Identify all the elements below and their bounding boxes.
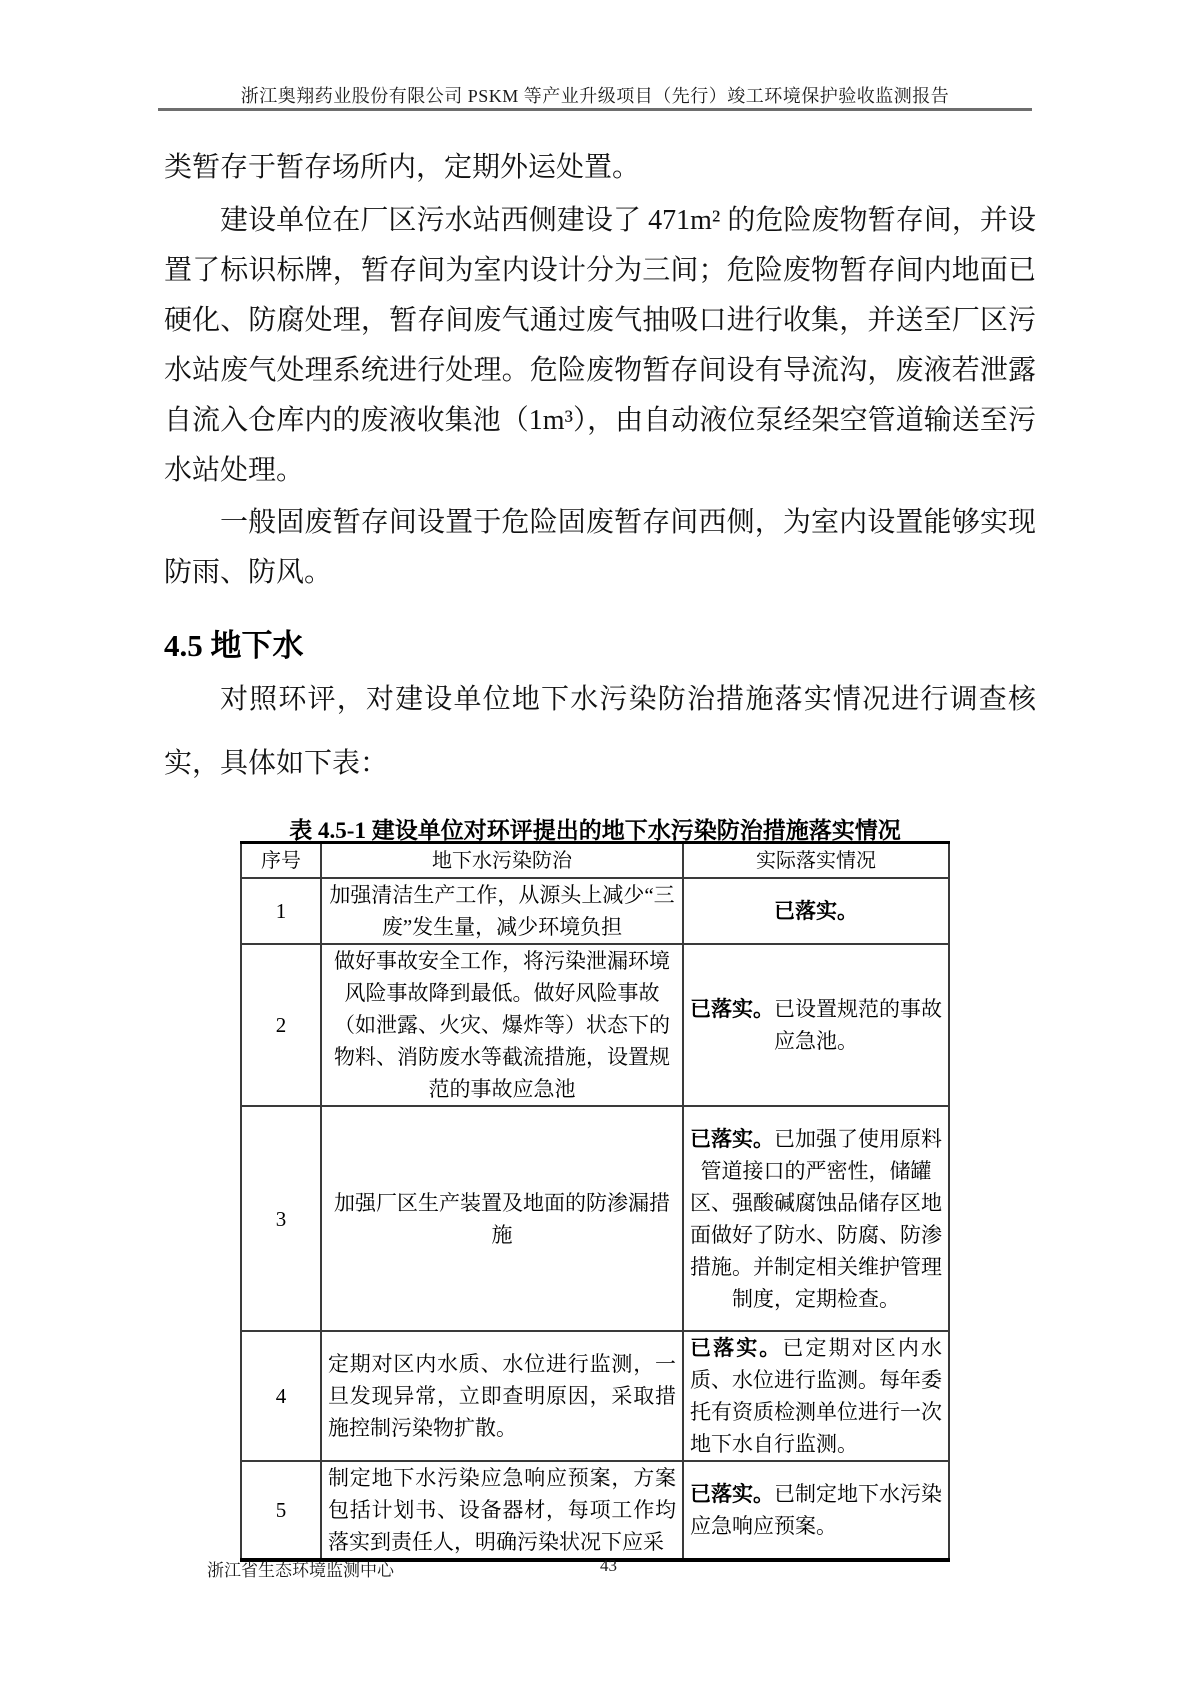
status-cell — [683, 944, 949, 1106]
footer-organization: 浙江省生态环境监测中心 — [207, 1561, 394, 1580]
table-header-measure: 地下水污染防治 — [321, 843, 683, 879]
measure-cell: 制定地下水污染应急响应预案，方案包括计划书、设备器材，每项工作均落实到责任人，明确污染状况下应采 — [321, 1461, 683, 1560]
header-rule — [158, 108, 1032, 111]
paragraph-table-intro: 对照环评，对建设单位地下水污染防治措施落实情况进行调查核实，具体如下表： — [164, 684, 1036, 779]
table-row — [241, 944, 949, 1106]
status-rest-text: 已加强了使用原料管道接口的严密性，储罐区、强酸碱腐蚀品储存区地面做好了防水、防腐、防渗措施。并制定相关维护管理制度，定期检查。 — [690, 1126, 942, 1311]
row-number-cell: 2 — [241, 944, 321, 1106]
table-row — [241, 1461, 949, 1560]
row-number-cell: 5 — [241, 1461, 321, 1560]
status-cell — [683, 878, 949, 944]
table-row — [241, 878, 949, 944]
section-heading-groundwater: 4.5 地下水 — [164, 628, 304, 663]
table-header-no: 序号 — [241, 843, 321, 879]
table-header-status: 实际落实情况 — [683, 843, 949, 879]
paragraph-general-waste: 一般固废暂存间设置于危险固废暂存间西侧，为室内设置能够实现防雨、防风。 — [164, 507, 1036, 588]
status-bold-text: 已落实。 — [690, 997, 774, 1021]
measure-cell: 定期对区内水质、水位进行监测，一旦发现异常，立即查明原因，采取措施控制污染物扩散。 — [321, 1331, 683, 1461]
table-row — [241, 1331, 949, 1461]
row-number-cell: 4 — [241, 1331, 321, 1461]
paragraph-hazardous-waste: 建设单位在厂区污水站西侧建设了 471m² 的危险废物暂存间，并设置了标识标牌，暂存间为室内设计分为三间；危险废物暂存间内地面已硬化、防腐处理，暂存间废气通过废气抽吸口进行收集，并送至厂区污水站废气处理系统进行处理。危险废物暂存间设有导流沟，废液若泄露自流入仓库内的废液收集池（1m³），由自动液位泵经架空管道输送至污水站处理。 — [164, 205, 1036, 486]
table-title: 表 4.5-1 建设单位对环评提出的地下水污染防治措施落实情况 — [289, 818, 901, 843]
status-rest-text: 已制定地下水污染应急响应预案。 — [690, 1482, 942, 1538]
table-row — [241, 1106, 949, 1331]
status-bold-text: 已落实。 — [774, 899, 858, 923]
paragraph-continuation: 类暂存于暂存场所内，定期外运处置。 — [164, 152, 641, 183]
status-cell — [683, 1461, 949, 1560]
status-bold-text: 已落实。 — [690, 1126, 774, 1151]
status-rest-text: 已设置规范的事故应急池。 — [774, 997, 942, 1053]
row-number-cell: 3 — [241, 1106, 321, 1331]
groundwater-measures-table — [240, 841, 950, 1562]
page-number: 43 — [600, 1556, 617, 1575]
status-bold-text: 已落实。 — [690, 1336, 783, 1360]
page-header-title: 浙江奥翔药业股份有限公司 PSKM 等产业升级项目（先行）竣工环境保护验收监测报告 — [240, 86, 950, 106]
measure-cell: 加强清洁生产工作，从源头上减少“三废”发生量，减少环境负担 — [321, 878, 683, 944]
measure-cell: 做好事故安全工作，将污染泄漏环境风险事故降到最低。做好风险事故（如泄露、火灾、爆炸等）状态下的物料、消防废水等截流措施，设置规范的事故应急池 — [321, 944, 683, 1106]
row-number-cell: 1 — [241, 878, 321, 944]
status-rest-text: 已定期对区内水质、水位进行监测。每年委托有资质检测单位进行一次地下水自行监测。 — [690, 1336, 943, 1456]
status-bold-text: 已落实。 — [690, 1482, 774, 1506]
status-cell — [683, 1331, 949, 1461]
status-cell — [683, 1106, 949, 1331]
table-header-row — [241, 843, 949, 879]
measure-cell: 加强厂区生产装置及地面的防渗漏措施 — [321, 1106, 683, 1331]
